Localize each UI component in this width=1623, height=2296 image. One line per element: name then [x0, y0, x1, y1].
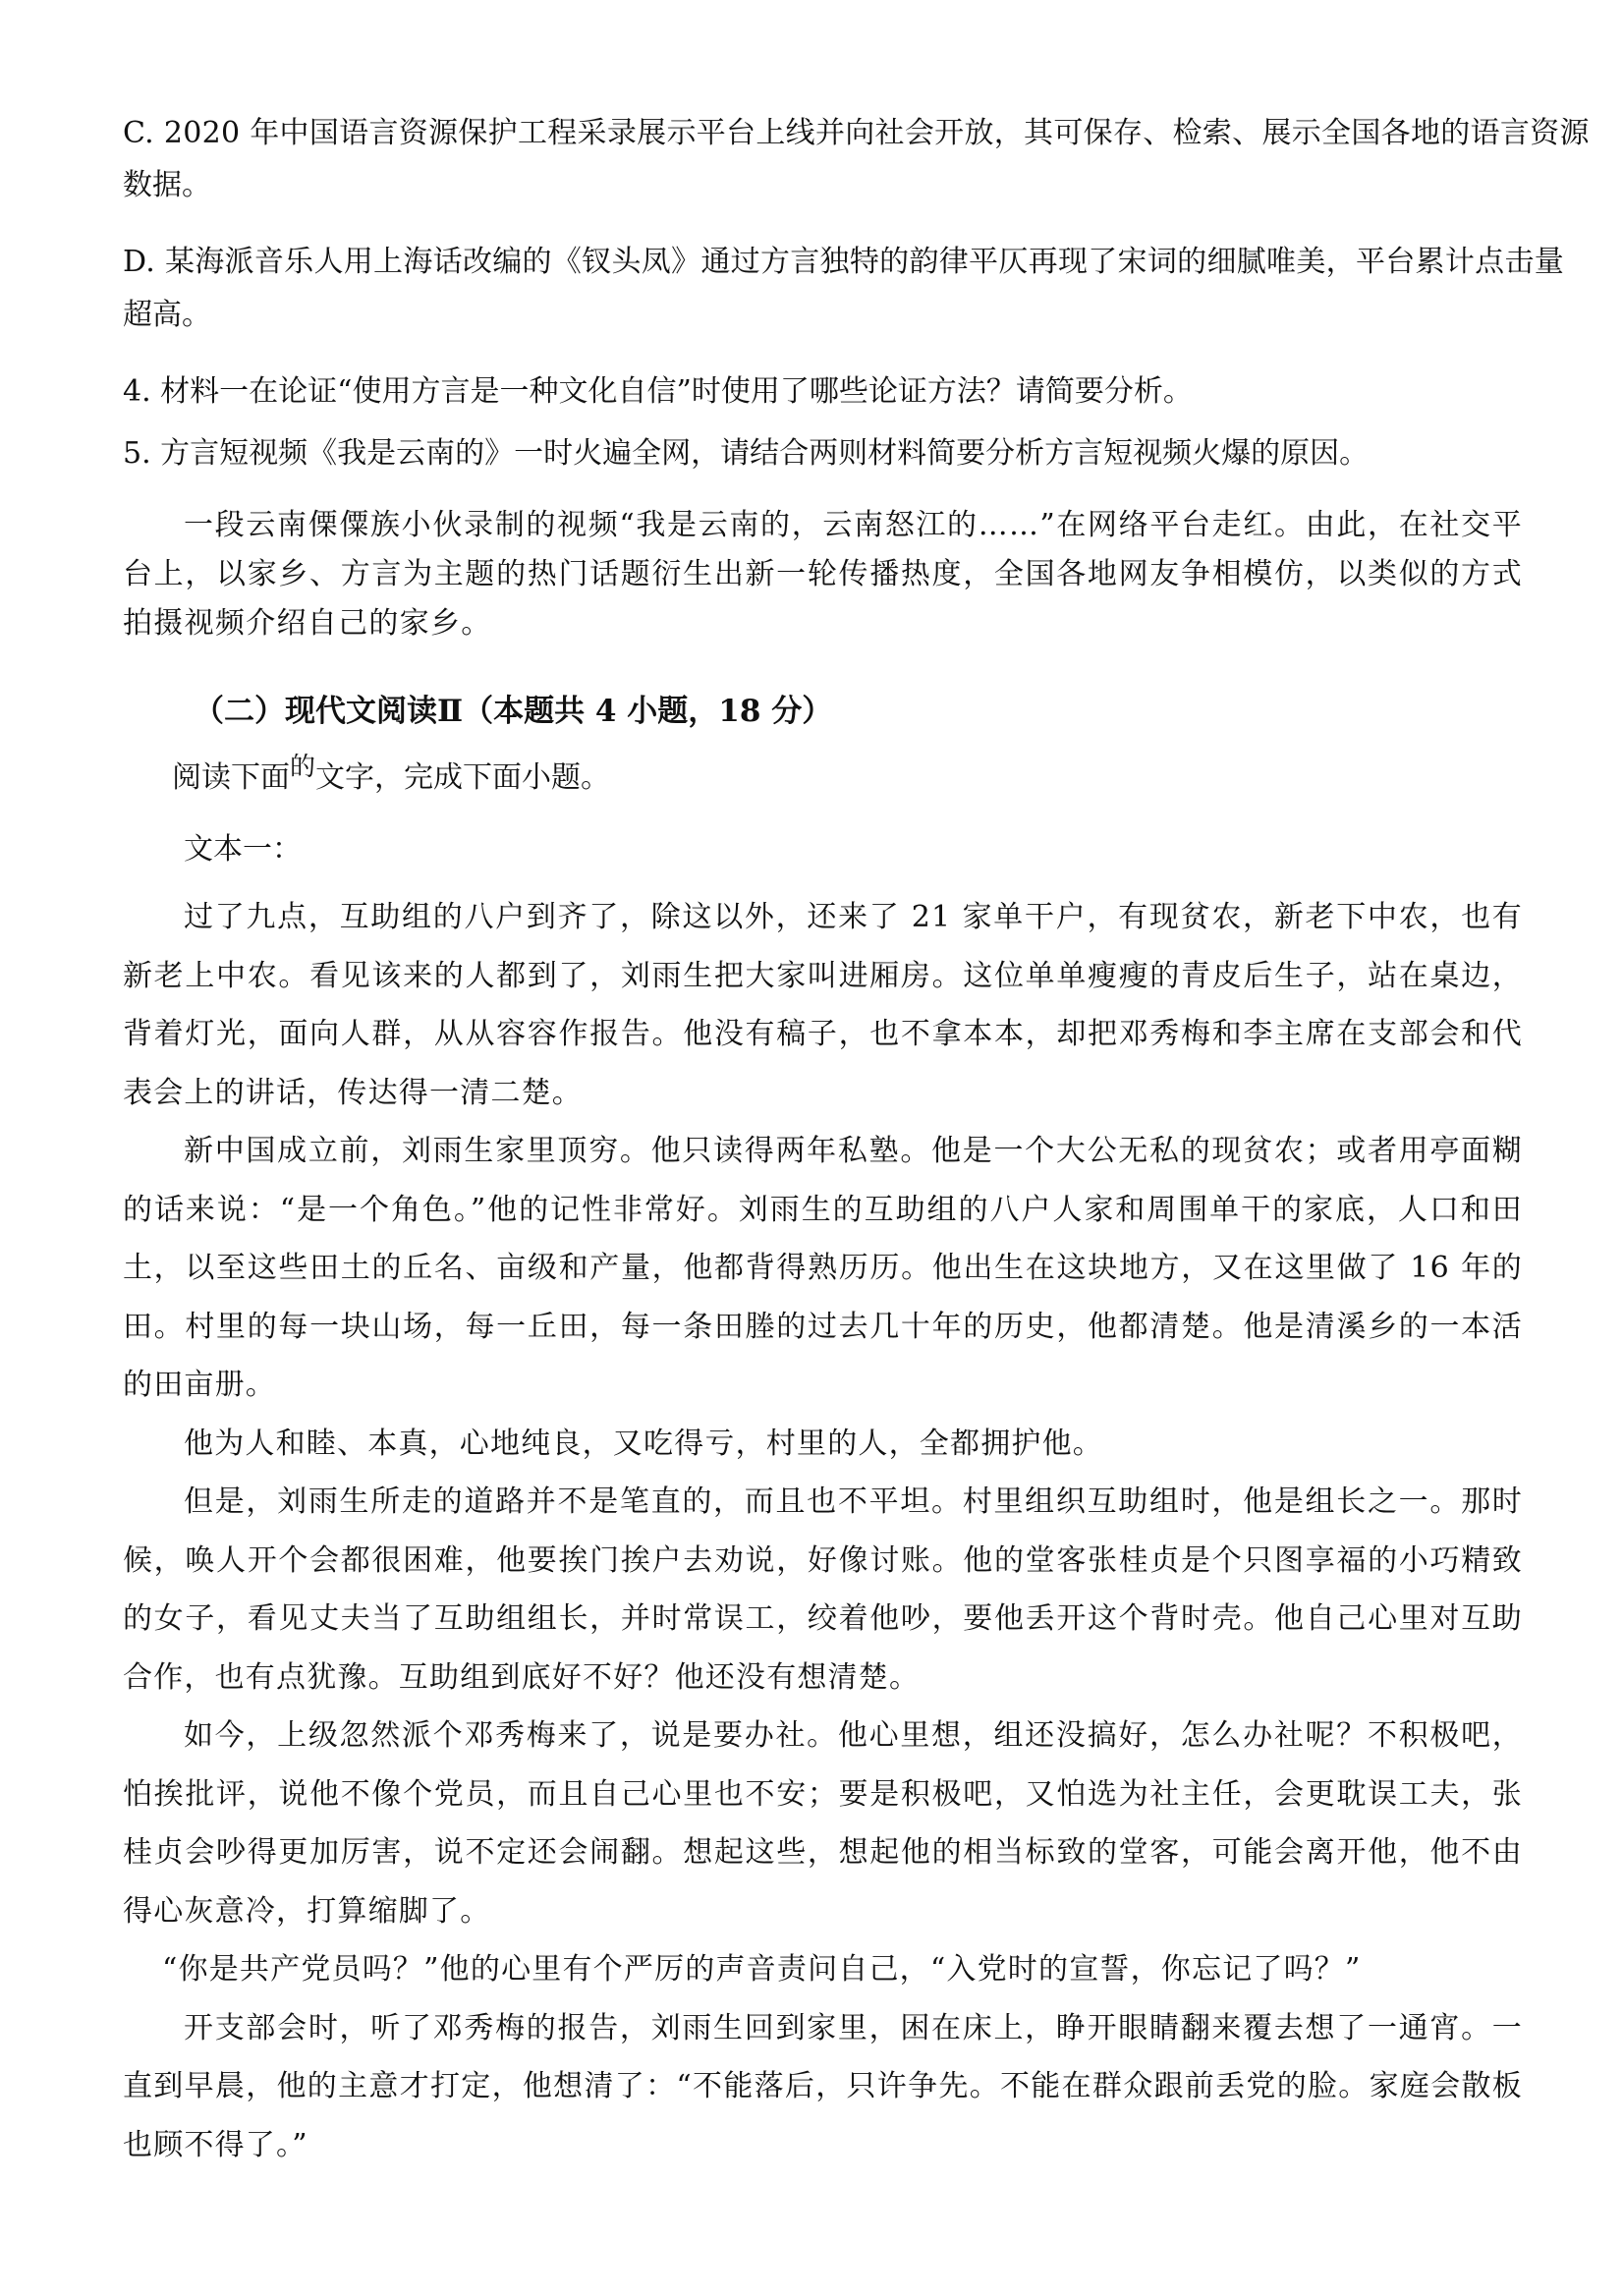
- passage-paragraph-4: 但是，刘雨生所走的道路并不是笔直的，而且也不平坦。村里组织互助组时，他是组长之一。那时候，唤人开个会都很困难，他要挨门挨户去劝说，好像讨账。他的堂客张桂贞是个只图享福的小巧精致的女子，看见丈夫当了互助组组长，并时常误工，绞着他吵，要他丢开这个背时壳。他自己心里对互助合作，也有点犹豫。互助组到底好不好？他还没有想清楚。: [123, 1484, 1523, 1695]
- passage-paragraph-3: 他为人和睦、本真，心地纯良，又吃得亏，村里的人，全都拥护他。: [184, 1426, 1103, 1461]
- text-one-label: 文本一：: [184, 832, 302, 867]
- passage-paragraph-1: 过了九点，互助组的八户到齐了，除这以外，还来了 21 家单干户，有现贫农，新老下中农，也有新老上中农。看见该来的人都到了，刘雨生把大家叫进厢房。这位单单瘦瘦的青皮后生子，站在桌边，背着灯光，面向人群，从从容容作报告。他没有稿子，也不拿本本，却把邓秀梅和李主席在支部会和代表会上的讲话，传达得一清二楚。: [123, 900, 1523, 1110]
- instruction-de: 的: [290, 753, 316, 782]
- option-c-line-2: 数据。: [123, 168, 211, 202]
- instruction-part-b: 文字，完成下面小题。: [315, 760, 611, 795]
- instruction-part-a: 阅读下面: [172, 760, 290, 795]
- question-4: 4. 材料一在论证“使用方言是一种文化自信”时使用了哪些论证方法？请简要分析。: [123, 374, 1193, 409]
- passage-paragraph-6: “你是共产党员吗？”他的心里有个严厉的声音责问自己，“入党时的宣誓，你忘记了吗？”: [162, 1952, 1362, 1987]
- passage-paragraph-2: 新中国成立前，刘雨生家里顶穷。他只读得两年私塾。他是一个大公无私的现贫农；或者用亭面糊的话来说：“是一个角色。”他的记性非常好。刘雨生的互助组的八户人家和周围单干的家底，人口和田土，以至这些田土的丘名、亩级和产量，他都背得熟历历。他出生在这块地方，又在这里做了 16 年的田。村里的每一块山场，每一丘田，每一条田塍的过去几十年的历史，他都清楚。他是清溪乡的一本活的田亩册。: [123, 1134, 1523, 1402]
- question-5-material: 一段云南傈僳族小伙录制的视频“我是云南的，云南怒江的……”在网络平台走红。由此，在社交平台上，以家乡、方言为主题的热门话题衍生出新一轮传播热度，全国各地网友争相模仿，以类似的方式拍摄视频介绍自己的家乡。: [123, 508, 1523, 641]
- passage: [123, 888, 1523, 2174]
- option-d-line-1: D. 某海派音乐人用上海话改编的《钗头凤》通过方言独特的韵律平仄再现了宋词的细腻唯美，平台累计点击量: [123, 245, 1565, 279]
- option-c-line-1: C. 2020 年中国语言资源保护工程采录展示平台上线并向社会开放，其可保存、检索、展示全国各地的语言资源: [123, 116, 1590, 150]
- section-heading: （二）现代文阅读Ⅱ（本题共 4 小题，18 分）: [194, 694, 833, 729]
- passage-paragraph-5: 如今，上级忽然派个邓秀梅来了，说是要办社。他心里想，组还没搞好，怎么办社呢？不积极吧，怕挨批评，说他不像个党员，而且自己心里也不安；要是积极吧，又怕选为社主任，会更耽误工夫，张桂贞会吵得更加厉害，说不定还会闹翻。想起这些，想起他的相当标致的堂客，可能会离开他，他不由得心灰意冷，打算缩脚了。: [123, 1718, 1523, 1929]
- passage-paragraph-7: 开支部会时，听了邓秀梅的报告，刘雨生回到家里，困在床上，睁开眼睛翻来覆去想了一通宵。一直到早晨，他的主意才打定，他想清了：“不能落后，只许争先。不能在群众跟前丢党的脸。家庭会散板也顾不得了。”: [123, 2010, 1523, 2162]
- reading-instruction: [123, 753, 611, 799]
- question-5: 5. 方言短视频《我是云南的》一时火遍全网，请结合两则材料简要分析方言短视频火爆的原因。: [123, 436, 1370, 471]
- option-d-line-2: 超高。: [123, 298, 211, 332]
